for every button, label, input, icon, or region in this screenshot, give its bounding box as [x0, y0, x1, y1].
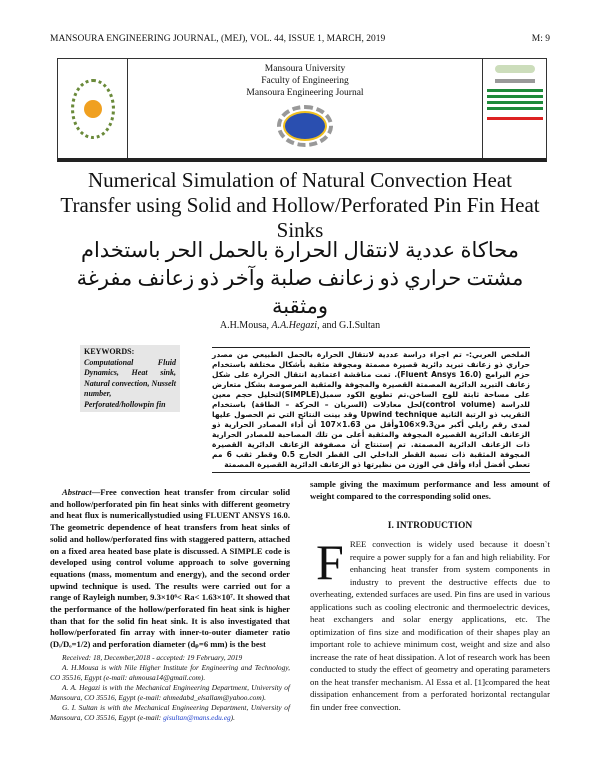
keywords-box — [80, 345, 180, 412]
journal-name: Mansoura Engineering Journal — [246, 88, 364, 98]
arabic-abstract: الملخص العربي:- تم اجراء دراسة عددية لانتقال الحرارة بالحمل الطبيعي من مصدر حراري ذو زعانف تبريد دائرية قصيرة مصمتة ومجوفة مثقبة بأشكال مختلفة باستخدام حزم البرامج (Fluent Ansys 16.0). تمت مناقشة اعتمادية انتقال الحرارة على شكل زعانف التبريد الدائرية المصمتة القصيرة والمجوفة والمثقبة المرصوصة بشكل متعارض على مساحة ثابتة للوح الساخن.تم تطويع الكود سمبل(SIMPLE)لتحليل حجم معين للدراسة (control volume)لحل معادلات (السريان – الحركة – الطاقة) باستخدام التقريب ذو الرتبة الثانية Upwind technique وقد بينت النتائج التي تم الحصول عليها لمدى رقم رايلي أكبر من9.3×106وأقل من 1.63×107 أن أداء المصادر الحرارية ذو الزعانف الدائرية القصيرة المجوفة والمثقبة أعلى من تلك المصاحبة للمصادر الحرارية ذات الزعانف الدائرية المصمتة. تم إستنتاج أن مصفوفة الزعانف الدائرية القصيرة المجوفة المثقبة ذات نسبة القطر الداخلي الى القطر الخارج 0.5 وقطر ثقب 6 مم تعطي أفضل أداء وأقل في الوزن من نظيرتها ذو الزعانف الدائرية القصيرة المصمتة — [212, 347, 530, 473]
footnotes — [50, 653, 290, 723]
journal-info: MANSOURA ENGINEERING JOURNAL, (MEJ), VOL. 44, ISSUE 1, MARCH, 2019 — [50, 34, 386, 44]
faculty-gear-logo — [277, 105, 333, 147]
banner-center — [128, 59, 483, 158]
drop-cap: F — [316, 534, 344, 590]
author-3: , and G.I.Sultan — [317, 320, 381, 331]
abstract — [50, 487, 290, 651]
author-1: A.H.Mousa, — [219, 320, 272, 331]
author-2: A.A.Hegazi — [271, 320, 318, 331]
abstract-label: Abstract — [62, 487, 92, 497]
university-name: Mansoura University — [264, 64, 346, 74]
authors — [0, 320, 600, 331]
abstract-text: —Free convection heat transfer from circular solid and hollow/perforated pin fin heat sinks with different geometry and heat flux is numericallystudied using FLUENT ANSYS 16.0. The geometric dependence of heat transfers from heat sinks of solid and hollow/perforated fins with staggered pattern, attached on a fixed area heated base plate is discussed. A SIMPLE code is developed using control volume approach to solve governing equations (mass, momentum and energy), and the second order upwind technique is used. The results were carried out for a range of Rayleigh number, 9.3×10⁶< Ra< 1.63×10⁷. It showed that the performance of the hollow/perforated fin heat sink is higher than that for the solid fin heat sink. It is also investigated that hollow/perforated fin array with inner-to-outer diameter ratio (Dᵢ/Dₒ=1/2) and perforation diameter (dₚ=6 mm) is the best — [50, 487, 290, 650]
email-link[interactable]: gisultan@mans.edu.eg — [163, 713, 231, 722]
footnote-author-1: A. H.Mousa is with Nile Higher Institute for Engineering and Technology, CO 35516, Egypt (e-mail: ahmousa14@gmail.com). — [50, 663, 290, 682]
footnote-3-end: ). — [230, 713, 235, 722]
introduction-body: REE convection is widely used because it doesn`t require a power supply for a fan and high reliability. For enhancing heat transfer from system components in industry to prevent the destructive effects due to overheating, extended surfaces are used. Pin fins are used in various applications such as cooling electronic and thermoelectric devices, heat exchangers and solar energy applications, etc. The optimization of fins size and modification of their shapes play an important role to achieve minimum cost, weight and size and also increase the rate of heat dissipation. A lot of research work has been conducted to study the effect of geometry and operating parameters on the heat transfer mechanism. Al Essa et al. [1]compared the heat dissipation enhancement from a perforated horizontal rectangular fin under free convection. — [310, 539, 550, 712]
journal-banner — [57, 58, 547, 162]
footnote-author-2: A. A. Hegazi is with the Mechanical Engineering Department, University of Mansoura, CO 35516, Egypt (e-mail: ahmedabd_elsallam@yahoo.com). — [50, 683, 290, 702]
keywords-label: KEYWORDS: — [84, 347, 135, 356]
journal-cover-logo — [483, 59, 546, 158]
introduction-text — [310, 534, 550, 713]
faculty-name: Faculty of Engineering — [261, 76, 349, 86]
university-seal-logo — [58, 59, 128, 158]
footnote-author-3 — [50, 703, 290, 723]
section-heading-introduction: I. INTRODUCTION — [387, 521, 473, 531]
received-date: Received: 18, December,2018 - accepted: 19 February, 2019 — [62, 653, 243, 662]
running-header — [50, 34, 550, 44]
page-number: M: 9 — [531, 34, 550, 44]
arabic-title: محاكاة عددية لانتقال الحرارة بالحمل الحر باستخدام مشتت حراري ذو زعانف صلبة وآخر ذو زعانف مفرغة ومثقبة — [76, 238, 524, 318]
keywords-text: Computational Fluid Dynamics, Heat sink, Natural convection, Nusselt number, Perforated/hollowpin fin — [84, 357, 176, 409]
paper-title: Numerical Simulation of Natural Convection Heat Transfer using Solid and Hollow/Perforated Pin Fin Heat Sinks — [60, 168, 540, 242]
abstract-continued: sample giving the maximum performance and less amount of weight compared to the corresponding solid ones. — [310, 479, 550, 501]
footnote-3-text: G. I. Sultan is with the Mechanical Engineering Department, University of Mansoura, CO 35516, Egypt (e-mail: — [50, 703, 290, 722]
